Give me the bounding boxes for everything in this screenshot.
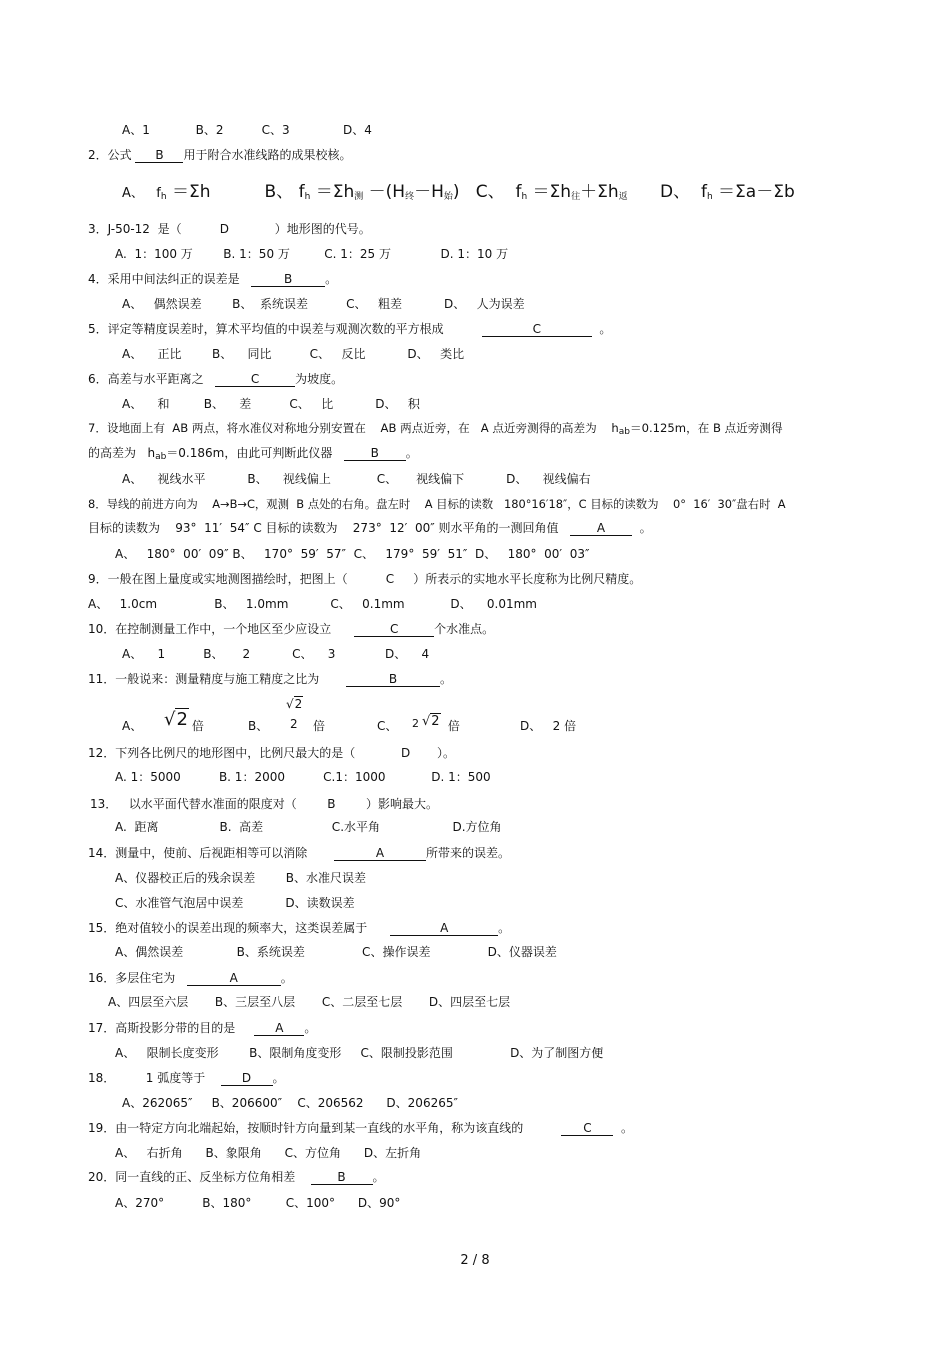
q14-options-row-1: A、仪器校正后的残余误差 B、水准尺误差 — [115, 871, 366, 885]
q11-a-radicand: 2 — [176, 709, 188, 730]
question-12: 12．下列各比例尺的地形图中，比例尺最大的是（ D ）。 — [88, 746, 455, 760]
q14-tail: 所带来的误差。 — [425, 846, 510, 860]
q9-options: A、 1.0cm B、 1.0mm C、 0.1mm D、 0.01mm — [88, 597, 537, 611]
q7b-mid: ＝0.186m，由此可判断此仪器 — [166, 446, 344, 460]
q2-opt-part: ＝Σh B、 f — [166, 182, 305, 202]
q2-opt-sub: 测 — [354, 192, 364, 202]
q1-options: A、1 B、2 C、3 D、4 — [122, 123, 372, 137]
q2-opt-sub: 返 — [618, 192, 628, 202]
q15-answer: A — [390, 921, 498, 936]
q5-text: 5．评定等精度误差时，算术平均值的中误差与观测次数的平方根成 — [88, 322, 482, 336]
q2-opt-sub: 始 — [443, 192, 453, 202]
q7-sub: ab — [618, 427, 631, 437]
question-2 — [88, 147, 351, 163]
question-3: 3．J-50-12 是（ D ）地形图的代号。 — [88, 222, 371, 236]
question-18 — [88, 1070, 285, 1086]
q7-options: A、 视线水平 B、 视线偏上 C、 视线偏下 D、 视线偏右 — [122, 472, 591, 486]
question-17 — [88, 1020, 316, 1036]
question-9: 9．一般在图上量度或实地测图描绘时，把图上（ C ）所表示的实地水平长度称为比例尺精度。 — [88, 572, 642, 586]
q20-tail: 。 — [372, 1170, 385, 1184]
q2-opt-part: D、 f — [627, 182, 707, 202]
sqrt-icon: √ — [422, 714, 431, 729]
q18-answer: D — [221, 1071, 273, 1086]
q10-answer: C — [354, 622, 434, 637]
q11-option-b-unit: 倍 — [313, 719, 326, 733]
sqrt-icon: √ — [286, 697, 294, 711]
q17-options: A、 限制长度变形 B、限制角度变形 C、限制投影范围 D、为了制图方便 — [115, 1046, 604, 1060]
q16-answer: A — [187, 971, 281, 986]
q8-options: A、 180° 00′ 09″ B、 170° 59′ 57″ C、 179° 59′ 51″ D、 180° 00′ 03″ — [115, 547, 590, 561]
q20-answer: B — [311, 1170, 373, 1185]
q8-text: 目标的读数为 93° 11′ 54″ C 目标的读数为 273° 12′ 00″ 则水平角的一测回角值 — [88, 521, 570, 535]
q15-text: 15．绝对值较小的误差出现的频率大，这类误差属于 — [88, 921, 391, 935]
q19-text: 19．由一特定方向北端起始，按顺时针方向量到某一直线的水平角，称为该直线的 — [88, 1121, 562, 1135]
q20-options: A、270° B、180° C、100° D、90° — [115, 1196, 401, 1210]
q7-answer: B — [344, 446, 406, 461]
q15-tail: 。 — [498, 921, 511, 935]
q5-options: A、 正比 B、 同比 C、 反比 D、 类比 — [122, 347, 465, 361]
q14-options-row-2: C、水准管气泡居中误差 D、读数误差 — [115, 896, 355, 910]
q19-tail: 。 — [613, 1121, 634, 1135]
q19-answer: C — [561, 1121, 613, 1136]
q2-text: 2．公式 — [88, 148, 136, 162]
q11-option-c-unit: 倍 — [444, 719, 460, 733]
q4-tail: 。 — [325, 272, 338, 286]
q14-text: 14．测量中，使前、后视距相等可以消除 — [88, 846, 334, 860]
q8-tail: 。 — [631, 521, 652, 535]
q11-option-b-label: B、 — [248, 719, 269, 733]
q7b-text: 的高差为 h — [88, 446, 156, 460]
question-7-line-2 — [88, 445, 418, 465]
question-6 — [88, 371, 343, 387]
question-15 — [88, 920, 510, 936]
q12-options: A. 1：5000 B. 1：2000 C.1：1000 D. 1：500 — [115, 770, 491, 784]
q16-tail: 。 — [280, 971, 293, 985]
q11-answer: B — [346, 672, 440, 687]
question-19 — [88, 1120, 633, 1136]
q10-text: 10．在控制测量工作中，一个地区至少应设立 — [88, 622, 355, 636]
q2-answer: B — [135, 148, 183, 163]
q18-text: 18． 1 弧度等于 — [88, 1071, 221, 1085]
q2-opt-sub: h — [706, 192, 713, 202]
q2-opt-part: ＝Σh — [310, 182, 355, 202]
question-10 — [88, 621, 494, 637]
q2-options — [122, 181, 795, 208]
q6-tail: 为坡度。 — [295, 372, 344, 386]
q14-answer: A — [334, 846, 426, 861]
q3-options: A. 1：100 万 B. 1：50 万 C. 1：25 万 D. 1：10 万 — [115, 247, 509, 261]
question-11 — [88, 671, 452, 687]
q6-answer: C — [215, 372, 295, 387]
q11-option-b-denominator: 2 — [290, 717, 298, 731]
q11-option-a-unit: 倍 — [188, 719, 204, 733]
q2-opt-part: －H — [414, 182, 444, 202]
q2-opt-part: ＝Σh — [527, 182, 572, 202]
q20-text: 20．同一直线的正、反坐标方位角相差 — [88, 1170, 311, 1184]
q11-c-radicand: 2 — [431, 714, 440, 729]
q2-tail: 用于附合水准线路的成果校核。 — [183, 148, 352, 162]
question-13: 13． 以水平面代替水准面的限度对（ B ）影响最大。 — [90, 797, 438, 811]
q13-options: A. 距离 B. 高差 C.水平角 D.方位角 — [115, 820, 502, 834]
q11-option-a-label: A、 — [122, 719, 143, 733]
q11-option-c-coef: 2 — [412, 717, 419, 730]
sqrt-icon: √ — [164, 709, 176, 730]
q2-opt-part: ) C、 f — [452, 182, 522, 202]
question-8-line-1: 8．导线的前进方向为 A→B→C，观测 B 点处的右角。盘左时 A 目标的读数 180°16′18″，C 目标的读数为 0° 16′ 30″盘右时 A — [88, 497, 786, 511]
q2-opt-sub: 往 — [571, 192, 581, 202]
q11-option-c-label: C、 — [377, 719, 398, 733]
q7-text: 7．设地面上有 AB 两点，将水准仪对称地分别安置在 AB 两点近旁，在 A 点近旁测得的高差为 h — [88, 421, 619, 435]
q16-text: 16．多层住宅为 — [88, 971, 187, 985]
q4-text: 4．采用中间法纠正的误差是 — [88, 272, 252, 286]
q6-text: 6．高差与水平距离之 — [88, 372, 216, 386]
question-16 — [88, 970, 293, 986]
q6-options: A、 和 B、 差 C、 比 D、 积 — [122, 397, 420, 411]
q7-text-tail: ＝0.125m，在 B 点近旁测得 — [630, 421, 783, 435]
q5-answer: C — [482, 322, 592, 337]
question-14 — [88, 845, 510, 861]
q11-option-a-sqrt — [164, 708, 189, 732]
q11-option-c-sqrt — [422, 714, 441, 730]
q8-answer: A — [570, 521, 632, 536]
question-8-line-2 — [88, 520, 652, 536]
q7b-sub: ab — [155, 452, 167, 462]
q2-opt-sub: 终 — [405, 192, 415, 202]
q2-opt-sub: h — [521, 192, 528, 202]
q11-option-d: D、 2 倍 — [520, 719, 577, 733]
q17-text: 17．高斯投影分带的目的是 — [88, 1021, 255, 1035]
q2-opt-part: ＋Σh — [580, 182, 619, 202]
q18-options: A、262065″ B、206600″ C、206562 D、206265″ — [122, 1096, 458, 1110]
q16-options: A、四层至六层 B、三层至八层 C、二层至七层 D、四层至七层 — [108, 995, 511, 1009]
q11-tail: 。 — [439, 672, 452, 686]
q2-opt-part: A、 f — [122, 186, 161, 201]
page-number: 2 / 8 — [460, 1253, 490, 1268]
q15-options: A、偶然误差 B、系统误差 C、操作误差 D、仪器误差 — [115, 945, 557, 959]
q17-answer: A — [254, 1021, 304, 1036]
q17-tail: 。 — [304, 1021, 317, 1035]
question-7-line-1 — [88, 420, 783, 440]
q7-tail: 。 — [405, 446, 418, 460]
q19-options: A、 右折角 B、象限角 C、方位角 D、左折角 — [115, 1146, 422, 1160]
q10-options: A、 1 B、 2 C、 3 D、 4 — [122, 647, 430, 661]
q4-options: A、 偶然误差 B、 系统误差 C、 粗差 D、 人为误差 — [122, 297, 525, 311]
q5-tail: 。 — [591, 322, 612, 336]
q4-answer: B — [251, 272, 325, 287]
q2-opt-part: ＝Σa－Σb — [712, 182, 795, 202]
q2-opt-sub: h — [160, 192, 167, 202]
q2-opt-part: －(H — [363, 182, 406, 202]
q11-option-b-numerator — [286, 696, 303, 712]
q2-opt-sub: h — [304, 192, 311, 202]
question-4 — [88, 271, 337, 287]
q18-tail: 。 — [272, 1071, 285, 1085]
q11-text: 11．一般说来：测量精度与施工精度之比为 — [88, 672, 346, 686]
question-5 — [88, 321, 611, 337]
question-20 — [88, 1169, 385, 1185]
q11-b-radicand: 2 — [294, 697, 303, 711]
q10-tail: 个水准点。 — [434, 622, 495, 636]
